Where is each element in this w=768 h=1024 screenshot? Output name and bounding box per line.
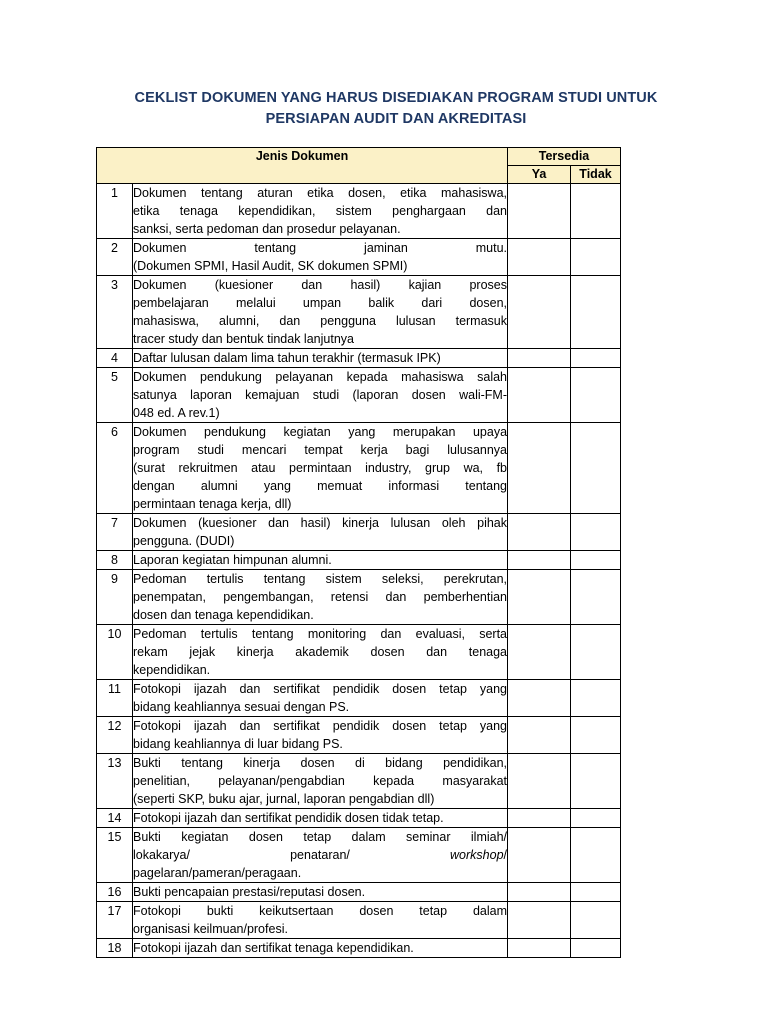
document-description bbox=[133, 514, 508, 551]
description-line: Pedoman tertulis tentang sistem seleksi, perekrutan, bbox=[133, 572, 508, 586]
description-line: Dokumen (kuesioner dan hasil) kinerja lulusan oleh pihak bbox=[133, 516, 508, 530]
row-number: 8 bbox=[97, 551, 133, 570]
table-row bbox=[97, 680, 621, 717]
description-line: kependidikan. bbox=[133, 663, 211, 677]
row-number: 16 bbox=[97, 883, 133, 902]
document-description bbox=[133, 828, 508, 883]
tidak-checkbox-cell[interactable] bbox=[571, 828, 621, 883]
description-line: (Dokumen SPMI, Hasil Audit, SK dokumen SPMI) bbox=[133, 259, 408, 273]
ya-checkbox-cell[interactable] bbox=[508, 754, 571, 809]
document-description bbox=[133, 276, 508, 349]
tidak-checkbox-cell[interactable] bbox=[571, 625, 621, 680]
description-line: program studi mencari tempat kerja bagi lulusannya bbox=[133, 443, 508, 457]
row-number: 11 bbox=[97, 680, 133, 717]
description-line: dengan alumni yang memuat informasi tentang bbox=[133, 479, 508, 493]
ya-checkbox-cell[interactable] bbox=[508, 717, 571, 754]
row-number: 1 bbox=[97, 184, 133, 239]
document-description bbox=[133, 754, 508, 809]
table-row bbox=[97, 184, 621, 239]
tidak-checkbox-cell[interactable] bbox=[571, 184, 621, 239]
table-row bbox=[97, 828, 621, 883]
row-number: 10 bbox=[97, 625, 133, 680]
tidak-checkbox-cell[interactable] bbox=[571, 717, 621, 754]
ya-checkbox-cell[interactable] bbox=[508, 883, 571, 902]
italic-term: workshop bbox=[450, 848, 504, 862]
description-line: organisasi keilmuan/profesi. bbox=[133, 922, 288, 936]
description-line: Dokumen pendukung pelayanan kepada mahasiswa salah bbox=[133, 370, 508, 384]
table-row bbox=[97, 514, 621, 551]
document-description bbox=[133, 902, 508, 939]
description-line: Pedoman tertulis tentang monitoring dan evaluasi, serta bbox=[133, 627, 508, 641]
title-line-2: PERSIAPAN AUDIT DAN AKREDITASI bbox=[265, 111, 527, 127]
description-line: bidang keahliannya di luar bidang PS. bbox=[133, 737, 343, 751]
ya-checkbox-cell[interactable] bbox=[508, 239, 571, 276]
description-line: Bukti pencapaian prestasi/reputasi dosen. bbox=[133, 885, 366, 899]
ya-checkbox-cell[interactable] bbox=[508, 625, 571, 680]
description-line: 048 ed. A rev.1) bbox=[133, 406, 220, 420]
description-line: Fotokopi ijazah dan sertifikat pendidik dosen tetap yang bbox=[133, 682, 508, 696]
ya-checkbox-cell[interactable] bbox=[508, 276, 571, 349]
checklist-rows bbox=[97, 184, 621, 958]
header-tersedia: Tersedia bbox=[508, 148, 621, 166]
row-number: 13 bbox=[97, 754, 133, 809]
document-description bbox=[133, 939, 508, 958]
description-line: tracer study dan bentuk tindak lanjutnya bbox=[133, 332, 354, 346]
document-description bbox=[133, 625, 508, 680]
tidak-checkbox-cell[interactable] bbox=[571, 349, 621, 368]
description-line: pagelaran/pameran/peragaan. bbox=[133, 866, 302, 880]
tidak-checkbox-cell[interactable] bbox=[571, 276, 621, 349]
description-line: Daftar lulusan dalam lima tahun terakhir (termasuk IPK) bbox=[133, 351, 441, 365]
document-description bbox=[133, 349, 508, 368]
document-description bbox=[133, 368, 508, 423]
description-line: Fotokopi ijazah dan sertifikat pendidik dosen tetap yang bbox=[133, 719, 508, 733]
tidak-checkbox-cell[interactable] bbox=[571, 939, 621, 958]
ya-checkbox-cell[interactable] bbox=[508, 514, 571, 551]
table-row bbox=[97, 883, 621, 902]
description-line: Fotokopi ijazah dan sertifikat tenaga kependidikan. bbox=[133, 941, 414, 955]
document-description bbox=[133, 551, 508, 570]
table-row bbox=[97, 551, 621, 570]
table-row bbox=[97, 902, 621, 939]
description-line: satunya laporan kemajuan studi (laporan dosen wali-FM- bbox=[133, 388, 508, 402]
description-line: penempatan, pengembangan, retensi dan pemberhentian bbox=[133, 590, 508, 604]
ya-checkbox-cell[interactable] bbox=[508, 349, 571, 368]
description-line: mahasiswa, alumni, dan pengguna lulusan termasuk bbox=[133, 314, 508, 328]
tidak-checkbox-cell[interactable] bbox=[571, 754, 621, 809]
tidak-checkbox-cell[interactable] bbox=[571, 551, 621, 570]
tidak-checkbox-cell[interactable] bbox=[571, 423, 621, 514]
description-line: dosen dan tenaga kependidikan. bbox=[133, 608, 314, 622]
table-row bbox=[97, 809, 621, 828]
table-row bbox=[97, 423, 621, 514]
ya-checkbox-cell[interactable] bbox=[508, 551, 571, 570]
tidak-checkbox-cell[interactable] bbox=[571, 368, 621, 423]
row-number: 14 bbox=[97, 809, 133, 828]
header-tidak: Tidak bbox=[571, 166, 621, 184]
ya-checkbox-cell[interactable] bbox=[508, 680, 571, 717]
row-number: 2 bbox=[97, 239, 133, 276]
description-line: lokakarya/ penataran/ workshop/ bbox=[133, 848, 508, 862]
table-row bbox=[97, 570, 621, 625]
table-row bbox=[97, 939, 621, 958]
description-line: Dokumen (kuesioner dan hasil) kajian proses bbox=[133, 278, 508, 292]
row-number: 15 bbox=[97, 828, 133, 883]
header-jenis-dokumen: Jenis Dokumen bbox=[97, 148, 508, 184]
row-number: 6 bbox=[97, 423, 133, 514]
description-line: permintaan tenaga kerja, dll) bbox=[133, 497, 292, 511]
description-line: Fotokopi bukti keikutsertaan dosen tetap dalam bbox=[133, 904, 508, 918]
document-title bbox=[96, 88, 696, 130]
document-description bbox=[133, 680, 508, 717]
document-description bbox=[133, 809, 508, 828]
description-line: (seperti SKP, buku ajar, jurnal, laporan pengabdian dll) bbox=[133, 792, 435, 806]
description-line: Laporan kegiatan himpunan alumni. bbox=[133, 553, 332, 567]
document-description bbox=[133, 239, 508, 276]
table-row bbox=[97, 754, 621, 809]
row-number: 4 bbox=[97, 349, 133, 368]
ya-checkbox-cell[interactable] bbox=[508, 809, 571, 828]
ya-checkbox-cell[interactable] bbox=[508, 423, 571, 514]
row-number: 5 bbox=[97, 368, 133, 423]
row-number: 3 bbox=[97, 276, 133, 349]
table-row bbox=[97, 276, 621, 349]
tidak-checkbox-cell[interactable] bbox=[571, 809, 621, 828]
description-line: penelitian, pelayanan/pengabdian kepada masyarakat bbox=[133, 774, 508, 788]
document-description bbox=[133, 184, 508, 239]
table-row bbox=[97, 717, 621, 754]
tidak-checkbox-cell[interactable] bbox=[571, 883, 621, 902]
document-description bbox=[133, 883, 508, 902]
description-line: Dokumen tentang jaminan mutu. bbox=[133, 241, 508, 255]
description-line: bidang keahliannya sesuai dengan PS. bbox=[133, 700, 350, 714]
document-description bbox=[133, 717, 508, 754]
tidak-checkbox-cell[interactable] bbox=[571, 902, 621, 939]
tidak-checkbox-cell[interactable] bbox=[571, 570, 621, 625]
description-line: Bukti tentang kinerja dosen di bidang pendidikan, bbox=[133, 756, 508, 770]
row-number: 9 bbox=[97, 570, 133, 625]
description-line: sanksi, serta pedoman dan prosedur pelayanan. bbox=[133, 222, 401, 236]
description-line: Dokumen pendukung kegiatan yang merupakan upaya bbox=[133, 425, 508, 439]
tidak-checkbox-cell[interactable] bbox=[571, 514, 621, 551]
description-line: pengguna. (DUDI) bbox=[133, 534, 235, 548]
description-line: rekam jejak kinerja akademik dosen dan tenaga bbox=[133, 645, 508, 659]
title-line-1: CEKLIST DOKUMEN YANG HARUS DISEDIAKAN PROGRAM STUDI UNTUK bbox=[134, 90, 658, 106]
table-row bbox=[97, 625, 621, 680]
row-number: 7 bbox=[97, 514, 133, 551]
description-line: Bukti kegiatan dosen tetap dalam seminar ilmiah/ bbox=[133, 830, 508, 844]
tidak-checkbox-cell[interactable] bbox=[571, 239, 621, 276]
checklist-table bbox=[96, 147, 621, 958]
description-line: etika tenaga kependidikan, sistem penghargaan dan bbox=[133, 204, 508, 218]
ya-checkbox-cell[interactable] bbox=[508, 828, 571, 883]
document-description bbox=[133, 423, 508, 514]
description-line: Fotokopi ijazah dan sertifikat pendidik dosen tidak tetap. bbox=[133, 811, 444, 825]
ya-checkbox-cell[interactable] bbox=[508, 184, 571, 239]
table-row bbox=[97, 349, 621, 368]
ya-checkbox-cell[interactable] bbox=[508, 939, 571, 958]
ya-checkbox-cell[interactable] bbox=[508, 570, 571, 625]
row-number: 12 bbox=[97, 717, 133, 754]
description-line: (surat rekruitmen atau permintaan industry, grup wa, fb bbox=[133, 461, 508, 475]
row-number: 17 bbox=[97, 902, 133, 939]
table-row bbox=[97, 239, 621, 276]
document-description bbox=[133, 570, 508, 625]
tidak-checkbox-cell[interactable] bbox=[571, 680, 621, 717]
table-row bbox=[97, 368, 621, 423]
ya-checkbox-cell[interactable] bbox=[508, 902, 571, 939]
description-line: Dokumen tentang aturan etika dosen, etika mahasiswa, bbox=[133, 186, 508, 200]
row-number: 18 bbox=[97, 939, 133, 958]
ya-checkbox-cell[interactable] bbox=[508, 368, 571, 423]
header-ya: Ya bbox=[508, 166, 571, 184]
description-line: pembelajaran melalui umpan balik dari dosen, bbox=[133, 296, 508, 310]
